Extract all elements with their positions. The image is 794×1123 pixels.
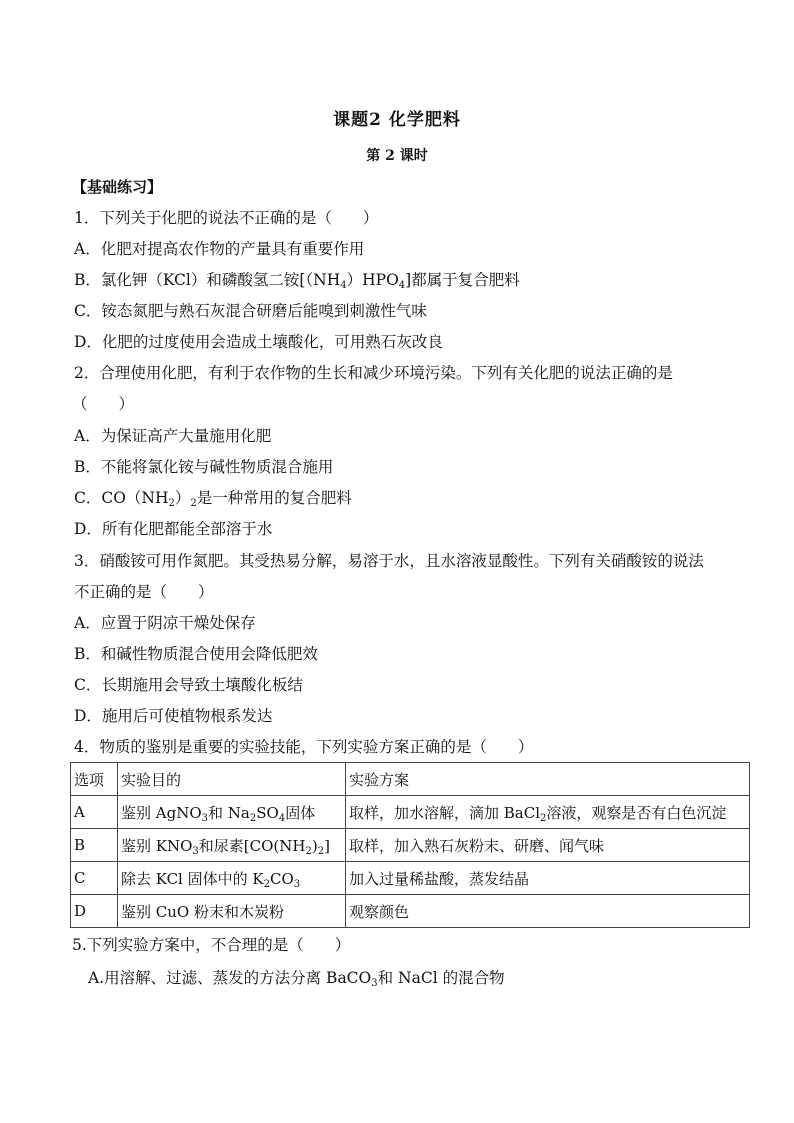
q2c-text-2: ） <box>174 489 191 507</box>
goal-part: ] <box>324 836 330 855</box>
question-5-option-a <box>88 966 505 988</box>
plan-sub: 2 <box>540 812 547 824</box>
question-3-stem-cont: 不正确的是（ ） <box>74 583 214 601</box>
q2c-sub-1: 2 <box>168 498 175 509</box>
row-plan <box>346 895 750 928</box>
question-2-stem-cont: （ ） <box>72 395 135 413</box>
question-2-option-b: B．不能将氯化铵与碱性物质混合施用 <box>74 458 334 476</box>
q2c-sub-2: 2 <box>190 498 197 509</box>
question-3-option-d: D．施用后可使植物根系发达 <box>74 707 273 725</box>
question-3-option-b: B．和碱性物质混合使用会降低肥效 <box>74 645 318 663</box>
q2c-text-1: C．CO（NH <box>74 489 169 507</box>
row-goal <box>118 895 346 928</box>
table-row <box>71 829 750 862</box>
section-heading: 【基础练习】 <box>72 178 163 196</box>
goal-part: 固体 <box>285 803 316 822</box>
question-4-stem: 4．物质的鉴别是重要的实验技能，下列实验方案正确的是（ ） <box>74 738 534 756</box>
row-plan <box>346 862 750 895</box>
question-1-option-c: C．铵态氮肥与熟石灰混合研磨后能嗅到刺激性气味 <box>74 302 427 320</box>
goal-sub: 4 <box>278 812 286 824</box>
q5a-text-2: 和 NaCl 的混合物 <box>377 969 505 987</box>
row-option: C <box>71 862 118 895</box>
q5a-text-1: A.用溶解、过滤、蒸发的方法分离 BaCO <box>88 969 372 987</box>
question-1-option-a: A．化肥对提高农作物的产量具有重要作用 <box>74 240 365 258</box>
question-2-stem: 2．合理使用化肥，有利于农作物的生长和减少环境污染。下列有关化肥的说法正确的是 <box>74 364 673 382</box>
row-goal <box>118 829 346 862</box>
goal-sub: 2 <box>263 878 270 890</box>
goal-part: 鉴别 KNO <box>121 836 193 855</box>
goal-part: CO <box>269 869 294 888</box>
row-option: A <box>71 796 118 829</box>
q1b-text-3: ]都属于复合肥料 <box>405 271 520 289</box>
q1b-sub-2: 4 <box>398 280 406 291</box>
row-option: B <box>71 829 118 862</box>
plan-part: 取样，加入熟石灰粉末、研磨、闻气味 <box>349 836 605 855</box>
goal-part: 鉴别 CuO 粉末和木炭粉 <box>121 902 284 921</box>
question-1-option-d: D．化肥的过度使用会造成土壤酸化，可用熟石灰改良 <box>74 333 443 351</box>
q2c-text-3: 是一种常用的复合肥料 <box>196 489 352 507</box>
plan-part: 加入过量稀盐酸，蒸发结晶 <box>349 869 530 888</box>
table-header-row <box>71 763 750 796</box>
experiment-table <box>70 762 750 928</box>
question-3-option-a: A．应置于阴凉干燥处保存 <box>74 614 256 632</box>
q5a-sub: 3 <box>371 978 378 989</box>
page-title: 课题2 化学肥料 <box>333 110 461 130</box>
row-goal <box>118 862 346 895</box>
goal-sub: 2 <box>305 845 312 857</box>
goal-part: SO <box>256 803 279 822</box>
table-row <box>71 895 750 928</box>
header-plan: 实验方案 <box>346 763 750 796</box>
q1b-sub-1: 4 <box>340 280 347 291</box>
table-row <box>71 796 750 829</box>
goal-sub: 3 <box>201 812 209 824</box>
goal-sub: 3 <box>293 878 301 890</box>
goal-sub: 2 <box>249 812 257 824</box>
q1b-text-1: B．氯化钾（KCl）和磷酸氢二铵[（NH <box>74 271 341 289</box>
goal-part: 除去 KCl 固体中的 K <box>121 869 264 888</box>
goal-part: 鉴别 AgNO <box>121 803 202 822</box>
row-plan <box>346 829 750 862</box>
question-3-option-c: C．长期施用会导致土壤酸化板结 <box>74 676 303 694</box>
header-option: 选项 <box>71 763 118 796</box>
row-goal <box>118 796 346 829</box>
question-3-stem: 3．硝酸铵可用作氮肥。其受热易分解，易溶于水，且水溶液显酸性。下列有关硝酸铵的说法 <box>74 552 704 570</box>
plan-part: 取样，加水溶解，滴加 BaCl <box>349 803 541 822</box>
question-1-option-b <box>74 268 520 290</box>
question-2-option-a: A．为保证高产大量施用化肥 <box>74 427 272 445</box>
question-5-stem: 5.下列实验方案中，不合理的是（ ） <box>72 936 351 954</box>
page-subtitle: 第 2 课时 <box>366 148 428 164</box>
table-row <box>71 862 750 895</box>
q1b-text-2: ）HPO <box>346 271 399 289</box>
goal-sub: 3 <box>192 845 199 857</box>
row-plan <box>346 796 750 829</box>
goal-part: 和 Na <box>208 803 250 822</box>
question-2-option-c <box>74 486 352 508</box>
plan-part: 观察颜色 <box>349 902 410 921</box>
goal-sub: 2 <box>317 845 325 857</box>
question-1-stem: 1．下列关于化肥的说法不正确的是（ ） <box>74 209 379 227</box>
goal-part: 和尿素[CO(NH <box>198 836 306 855</box>
goal-part: ) <box>311 836 318 855</box>
row-option: D <box>71 895 118 928</box>
plan-part: 溶液，观察是否有白色沉淀 <box>546 803 727 822</box>
question-2-option-d: D．所有化肥都能全部溶于水 <box>74 520 273 538</box>
header-goal: 实验目的 <box>118 763 346 796</box>
